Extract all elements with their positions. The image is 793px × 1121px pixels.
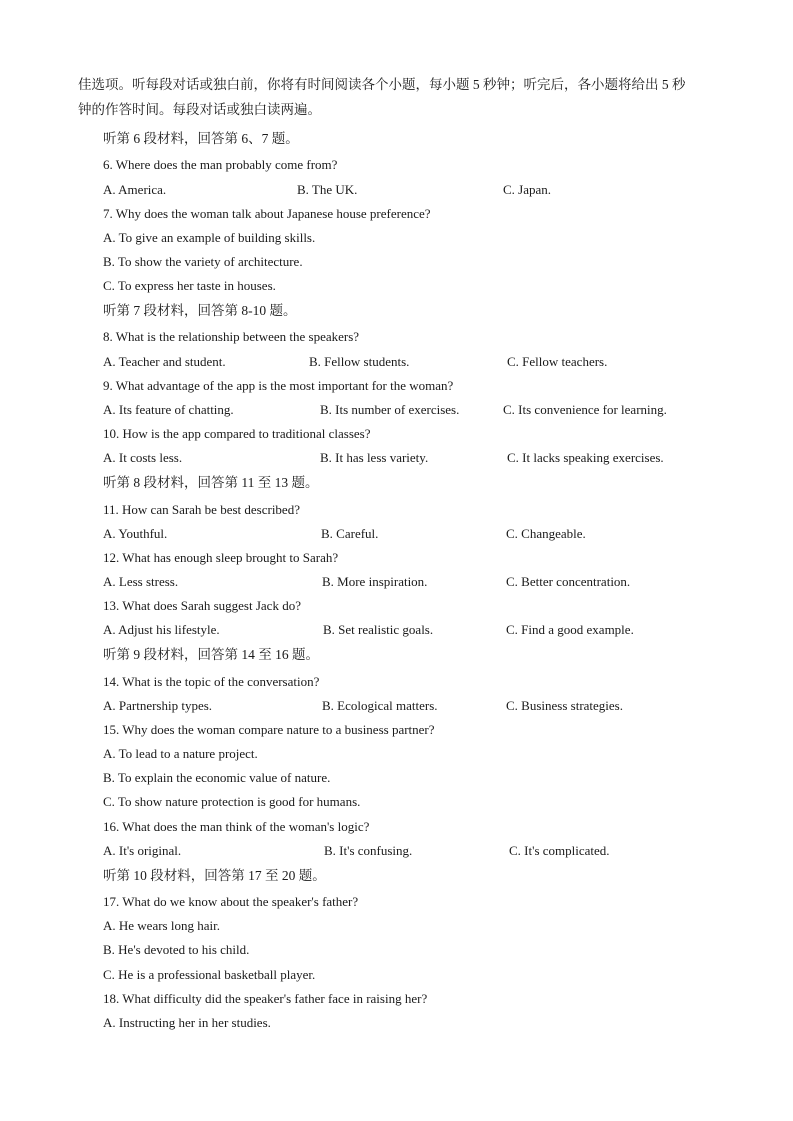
question-16-option-c: C. It's complicated. — [509, 843, 610, 858]
question-15-option-a: A. To lead to a nature project. — [103, 746, 258, 761]
section-heading-7: 听第 7 段材料，回答第 8-10 题。 — [103, 303, 297, 318]
question-14-option-b: B. Ecological matters. — [322, 698, 438, 713]
question-11-option-c: C. Changeable. — [506, 526, 586, 541]
question-13-option-c: C. Find a good example. — [506, 622, 634, 637]
question-11-stem: 11. How can Sarah be best described? — [103, 502, 300, 517]
section-heading-10: 听第 10 段材料，回答第 17 至 20 题。 — [103, 868, 326, 883]
question-8-option-a: A. Teacher and student. — [103, 354, 226, 369]
question-14-option-a: A. Partnership types. — [103, 698, 213, 713]
question-7-option-c: C. To express her taste in houses. — [103, 278, 276, 293]
question-16-option-a: A. It's original. — [103, 843, 182, 858]
question-12-option-c: C. Better concentration. — [506, 574, 631, 589]
question-13-stem: 13. What does Sarah suggest Jack do? — [103, 598, 301, 613]
question-8-option-c: C. Fellow teachers. — [507, 354, 608, 369]
question-15-option-b: B. To explain the economic value of nature. — [103, 770, 331, 785]
question-7-option-b: B. To show the variety of architecture. — [103, 254, 303, 269]
question-14-stem: 14. What is the topic of the conversation? — [103, 674, 320, 689]
question-17-option-c: C. He is a professional basketball player. — [103, 967, 316, 982]
question-10-option-b: B. It has less variety. — [320, 450, 429, 465]
question-9-stem: 9. What advantage of the app is the most important for the woman? — [103, 378, 454, 393]
question-8-option-b: B. Fellow students. — [309, 354, 410, 369]
question-11-option-a: A. Youthful. — [103, 526, 168, 541]
question-6-stem: 6. Where does the man probably come from? — [103, 157, 338, 172]
question-9-option-c: C. Its convenience for learning. — [503, 402, 667, 417]
section-heading-6: 听第 6 段材料，回答第 6、7 题。 — [103, 131, 299, 146]
question-6-option-a: A. America. — [103, 182, 167, 197]
question-11-option-b: B. Careful. — [321, 526, 379, 541]
intro-text-line-1: 佳选项。听每段对话或独白前，你将有时间阅读各个小题，每小题 5 秒钟；听完后，各小题将给出 5 秒 — [78, 77, 686, 92]
question-15-option-c: C. To show nature protection is good for humans. — [103, 794, 361, 809]
question-16-option-b: B. It's confusing. — [324, 843, 413, 858]
question-12-option-a: A. Less stress. — [103, 574, 179, 589]
question-16-stem: 16. What does the man think of the woman's logic? — [103, 819, 370, 834]
question-17-option-a: A. He wears long hair. — [103, 918, 220, 933]
question-12-option-b: B. More inspiration. — [322, 574, 428, 589]
question-6-option-b: B. The UK. — [297, 182, 358, 197]
question-18-option-a: A. Instructing her in her studies. — [103, 1015, 271, 1030]
intro-text-line-2: 钟的作答时间。每段对话或独白读两遍。 — [78, 102, 321, 117]
question-12-stem: 12. What has enough sleep brought to Sarah? — [103, 550, 339, 565]
question-10-stem: 10. How is the app compared to traditional classes? — [103, 426, 371, 441]
question-14-option-c: C. Business strategies. — [506, 698, 623, 713]
question-17-stem: 17. What do we know about the speaker's father? — [103, 894, 359, 909]
question-10-option-c: C. It lacks speaking exercises. — [507, 450, 664, 465]
question-18-stem: 18. What difficulty did the speaker's father face in raising her? — [103, 991, 428, 1006]
question-7-option-a: A. To give an example of building skills. — [103, 230, 316, 245]
section-heading-8: 听第 8 段材料，回答第 11 至 13 题。 — [103, 475, 319, 490]
question-17-option-b: B. He's devoted to his child. — [103, 942, 250, 957]
section-heading-9: 听第 9 段材料，回答第 14 至 16 题。 — [103, 647, 319, 662]
question-9-option-a: A. Its feature of chatting. — [103, 402, 234, 417]
question-13-option-a: A. Adjust his lifestyle. — [103, 622, 220, 637]
question-15-stem: 15. Why does the woman compare nature to a business partner? — [103, 722, 435, 737]
question-6-option-c: C. Japan. — [503, 182, 552, 197]
question-8-stem: 8. What is the relationship between the speakers? — [103, 329, 360, 344]
question-13-option-b: B. Set realistic goals. — [323, 622, 434, 637]
question-7-stem: 7. Why does the woman talk about Japanese house preference? — [103, 206, 431, 221]
question-9-option-b: B. Its number of exercises. — [320, 402, 460, 417]
question-10-option-a: A. It costs less. — [103, 450, 183, 465]
